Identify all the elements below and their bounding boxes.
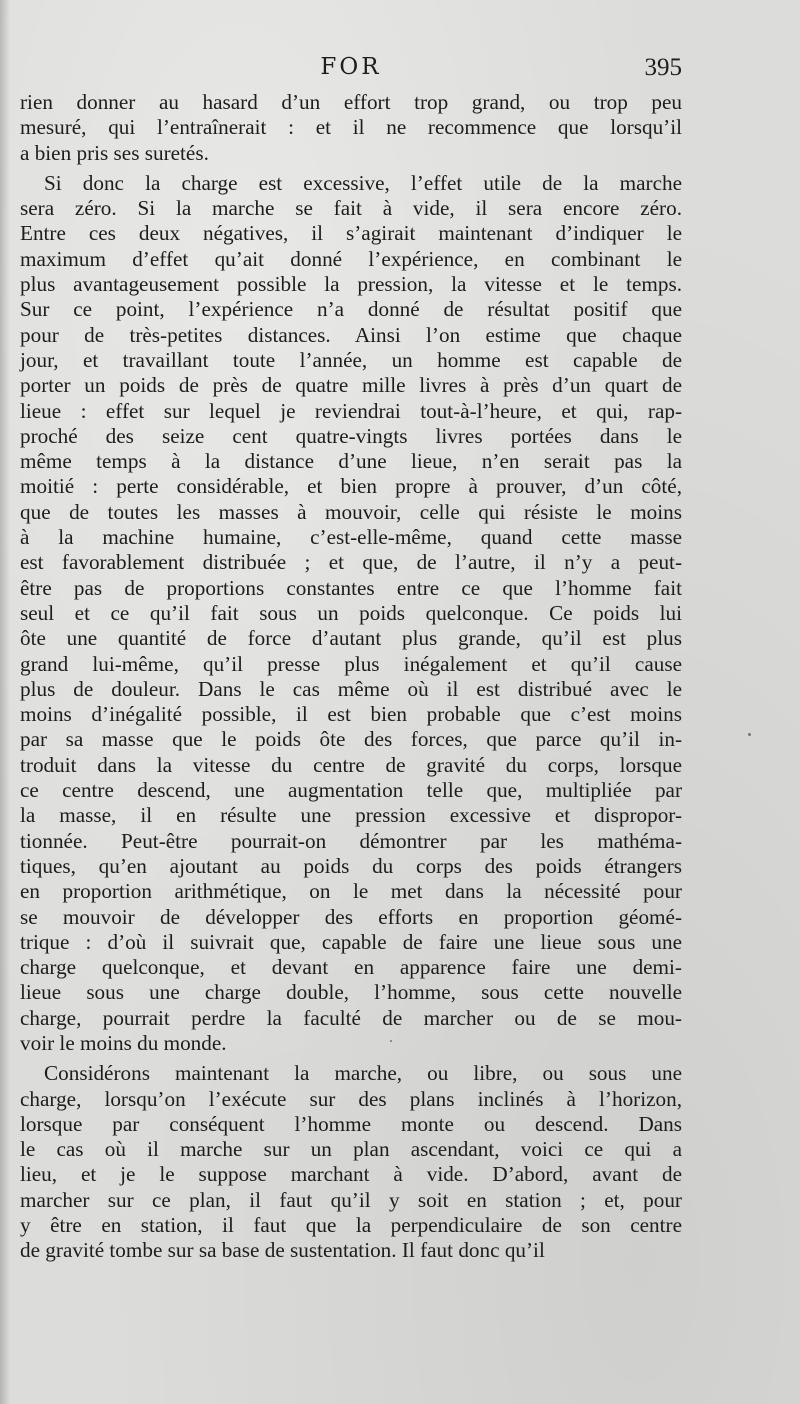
text-line: est favorablement distribuée ; et que, de l’autre, il n’y a peut- bbox=[20, 550, 682, 575]
text-line: même temps à la distance d’une lieue, n’en serait pas la bbox=[20, 449, 682, 474]
text-line: lieue : effet sur lequel je reviendrai tout-à-l’heure, et qui, rap- bbox=[20, 398, 682, 423]
text-line: par sa masse que le poids ôte des forces, que parce qu’il in- bbox=[20, 727, 682, 752]
text-line: troduit dans la vitesse du centre de gravité du corps, lorsque bbox=[20, 752, 682, 777]
text-line: ôte une quantité de force d’autant plus grande, qu’il est plus bbox=[20, 626, 682, 651]
page-header bbox=[20, 54, 682, 88]
text-line: mesuré, qui l’entraînerait : et il ne recommence que lorsqu’il bbox=[20, 115, 682, 140]
text-line: a bien pris ses suretés. bbox=[20, 140, 209, 165]
text-line: porter un poids de près de quatre mille livres à près d’un quart de bbox=[20, 373, 682, 398]
text-line: Entre ces deux négatives, il s’agirait maintenant d’indiquer le bbox=[20, 221, 682, 246]
text-line: y être en station, il faut que la perpendiculaire de son centre bbox=[20, 1213, 682, 1238]
page-number: 395 bbox=[644, 54, 682, 81]
text-line: la masse, il en résulte une pression excessive et dispropor- bbox=[20, 803, 682, 828]
text-line: plus de douleur. Dans le cas même où il est distribué avec le bbox=[20, 676, 682, 701]
text-line: seul et ce qu’il fait sous un poids quelconque. Ce poids lui bbox=[20, 600, 682, 625]
text-line: que de toutes les masses à mouvoir, celle qui résiste le moins bbox=[20, 499, 682, 524]
text-line: proché des seize cent quatre-vingts livres portées dans le bbox=[20, 423, 682, 448]
paragraph bbox=[20, 90, 682, 166]
text-line: sera zéro. Si la marche se fait à vide, il sera encore zéro. bbox=[20, 196, 682, 221]
text-line: Considérons maintenant la marche, ou libre, ou sous une bbox=[44, 1061, 682, 1086]
text-line: moins d’inégalité possible, il est bien probable que c’est moins bbox=[20, 702, 682, 727]
text-line: de gravité tombe sur sa base de sustentation. Il faut donc qu’il bbox=[20, 1238, 545, 1263]
text-line: en proportion arithmétique, on le met dans la nécessité pour bbox=[20, 879, 682, 904]
text-line: à la machine humaine, c’est-elle-même, quand cette masse bbox=[20, 525, 682, 550]
text-line: charge, lorsqu’on l’exécute sur des plans inclinés à l’horizon, bbox=[20, 1086, 682, 1111]
ink-speck bbox=[748, 733, 751, 736]
text-line: voir le moins du monde. bbox=[20, 1030, 227, 1055]
text-line: pour de très-petites distances. Ainsi l’on estime que chaque bbox=[20, 322, 682, 347]
text-line: lieu, et je le suppose marchant à vide. D’abord, avant de bbox=[20, 1162, 682, 1187]
text-line: tionnée. Peut-être pourrait-on démontrer par les mathéma- bbox=[20, 828, 682, 853]
text-line: trique : d’où il suivrait que, capable de faire une lieue sous une bbox=[20, 929, 682, 954]
scan-shadow bbox=[0, 0, 10, 1404]
paragraph bbox=[20, 171, 682, 1056]
text-line: Sur ce point, l’expérience n’a donné de résultat positif que bbox=[20, 297, 682, 322]
text-line: grand lui-même, qu’il presse plus inégalement et qu’il cause bbox=[20, 651, 682, 676]
text-line: charge, pourrait perdre la faculté de marcher ou de se mou- bbox=[20, 1005, 682, 1030]
text-line: maximum d’effet qu’ait donné l’expérience, en combinant le bbox=[20, 246, 682, 271]
text-line: Si donc la charge est excessive, l’effet utile de la marche bbox=[44, 170, 682, 195]
paragraph bbox=[20, 1061, 682, 1263]
text-line: rien donner au hasard d’un effort trop grand, ou trop peu bbox=[20, 90, 682, 114]
text-line: moitié : perte considérable, et bien propre à prouver, d’un côté, bbox=[20, 474, 682, 499]
text-line: jour, et travaillant toute l’année, un homme est capable de bbox=[20, 347, 682, 372]
text-line: ce centre descend, une augmentation telle que, multipliée par bbox=[20, 778, 682, 803]
body-text bbox=[20, 90, 682, 1264]
ink-speck bbox=[390, 1040, 392, 1042]
text-line: tiques, qu’en ajoutant au poids du corps des poids étrangers bbox=[20, 853, 682, 878]
text-line: lorsque par conséquent l’homme monte ou descend. Dans bbox=[20, 1111, 682, 1136]
text-line: marcher sur ce plan, il faut qu’il y soit en station ; et, pour bbox=[20, 1187, 682, 1212]
text-line: plus avantageusement possible la pression, la vitesse et le temps. bbox=[20, 272, 682, 297]
text-line: charge quelconque, et devant en apparence faire une demi- bbox=[20, 955, 682, 980]
text-line: être pas de proportions constantes entre ce que l’homme fait bbox=[20, 575, 682, 600]
text-line: se mouvoir de développer des efforts en proportion géomé- bbox=[20, 904, 682, 929]
text-line: lieue sous une charge double, l’homme, sous cette nouvelle bbox=[20, 980, 682, 1005]
text-line: le cas où il marche sur un plan ascendant, voici ce qui a bbox=[20, 1137, 682, 1162]
running-head: FOR bbox=[320, 54, 382, 80]
